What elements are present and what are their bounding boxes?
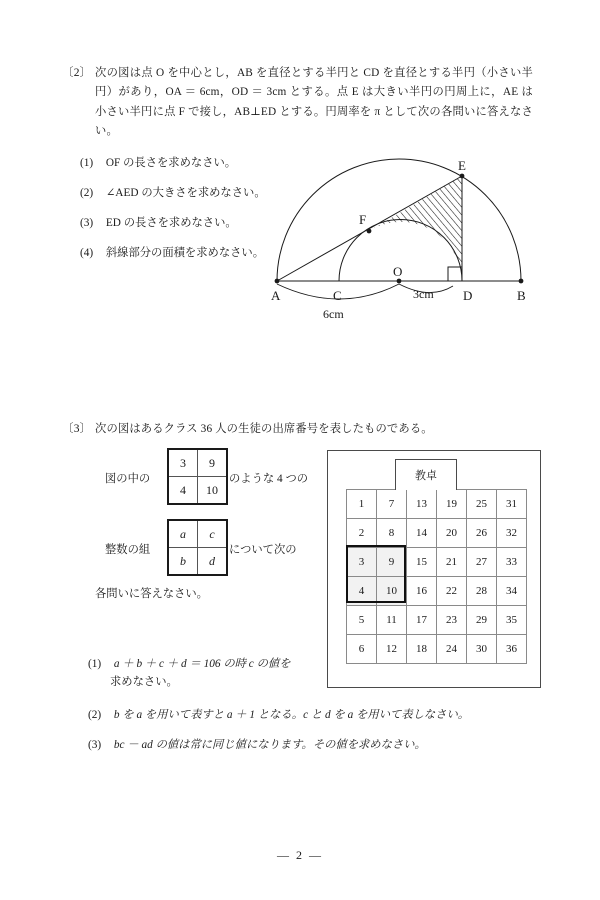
seat-cell-24: 24	[437, 635, 467, 664]
problem3-question-1-label: (1)	[88, 658, 102, 670]
seat-cell-29: 29	[467, 606, 497, 635]
problem2-question-4-label: (4)	[80, 247, 94, 259]
label-3cm: 3cm	[413, 287, 434, 301]
problem3-question-3-label: (3)	[88, 739, 102, 751]
variable-cell-a: a	[168, 520, 198, 548]
seat-cell-33: 33	[497, 548, 527, 577]
problem3-number: 〔3〕	[62, 423, 92, 435]
seat-cell-20: 20	[437, 519, 467, 548]
problem3-question-1-continuation: 求めなさい。	[110, 676, 178, 688]
seat-cell-11: 11	[377, 606, 407, 635]
point-b	[519, 279, 524, 284]
problem2-question-3	[80, 214, 237, 232]
seat-cell-8: 8	[377, 519, 407, 548]
example-cell-d: 10	[198, 477, 228, 505]
problem3-statement: 次の図はあるクラス 36 人の生徒の出席番号を表したものである。	[95, 423, 433, 435]
seat-cell-9: 9	[377, 548, 407, 577]
seating-grid	[346, 489, 527, 664]
seat-cell-5: 5	[347, 606, 377, 635]
seat-cell-28: 28	[467, 577, 497, 606]
problem2-question-2	[80, 184, 266, 202]
example-cell-a: 3	[168, 449, 198, 477]
problem3-question-1-text: a ＋ b ＋ c ＋ d ＝ 106 の時 c の値を	[113, 658, 291, 670]
problem2-question-4-text: 斜線部分の面積を求めなさい。	[105, 247, 265, 259]
point-e	[460, 174, 465, 179]
seat-cell-12: 12	[377, 635, 407, 664]
point-o	[397, 279, 402, 284]
seat-cell-18: 18	[407, 635, 437, 664]
seat-cell-15: 15	[407, 548, 437, 577]
label-d: D	[463, 288, 473, 303]
seat-cell-22: 22	[437, 577, 467, 606]
seat-cell-34: 34	[497, 577, 527, 606]
problem3-question-3-text: bc － ad の値は常に同じ値になります。その値を求めなさい。	[113, 739, 426, 751]
example-cell-c: 9	[198, 449, 228, 477]
seat-cell-31: 31	[497, 490, 527, 519]
problem3-inline-text-before-variables: 整数の組	[105, 544, 151, 556]
seat-cell-27: 27	[467, 548, 497, 577]
label-e: E	[458, 158, 466, 173]
variable-cell-d: d	[198, 548, 228, 576]
label-f: F	[359, 212, 367, 227]
seat-cell-7: 7	[377, 490, 407, 519]
seat-cell-25: 25	[467, 490, 497, 519]
seating-chart	[327, 450, 541, 688]
problem2-statement: 次の図は点 O を中心とし，AB を直径とする半円と CD を直径とする半円（小さい半円）があり，OA ＝ 6cm，OD ＝ 3cm とする。点 E は大きい半円の円周上に，AE は小さい半円に点 F で接し，AB⊥ED とする。円周率を π として次の各問いに答えなさい。	[95, 67, 533, 138]
seat-cell-3: 3	[347, 548, 377, 577]
example-cell-b: 4	[168, 477, 198, 505]
seat-cell-16: 16	[407, 577, 437, 606]
label-b: B	[517, 288, 526, 303]
problem2-question-3-label: (3)	[80, 217, 94, 229]
problem2-question-4	[80, 244, 264, 262]
seat-cell-4: 4	[347, 577, 377, 606]
problem2-number: 〔2〕	[62, 67, 92, 79]
right-angle-mark	[448, 267, 462, 281]
seat-cell-10: 10	[377, 577, 407, 606]
seat-cell-6: 6	[347, 635, 377, 664]
label-6cm: 6cm	[323, 307, 344, 321]
seat-cell-1: 1	[347, 490, 377, 519]
shaded-region	[369, 176, 462, 281]
seat-cell-32: 32	[497, 519, 527, 548]
label-o: O	[393, 264, 403, 279]
problem3-inline-text-closing: 各問いに答えなさい。	[95, 588, 208, 600]
problem2-question-1	[80, 154, 236, 172]
variable-table	[167, 519, 228, 576]
seat-cell-21: 21	[437, 548, 467, 577]
seat-cell-35: 35	[497, 606, 527, 635]
seating-row	[347, 519, 527, 548]
problem3-question-1	[88, 655, 291, 673]
problem2-question-1-label: (1)	[80, 157, 94, 169]
page-footer: — 2 —	[277, 848, 323, 862]
seating-row	[347, 548, 527, 577]
teacher-desk-box: 教卓	[395, 459, 457, 490]
variable-cell-c: c	[198, 520, 228, 548]
seating-row	[347, 490, 527, 519]
problem2-question-1-text: OF の長さを求めなさい。	[105, 157, 237, 169]
seat-cell-19: 19	[437, 490, 467, 519]
seat-cell-23: 23	[437, 606, 467, 635]
example-number-table	[167, 448, 228, 505]
problem3-question-2-label: (2)	[88, 709, 102, 721]
problem2-question-3-text: ED の長さを求めなさい。	[105, 217, 237, 229]
semicircle-figure	[255, 148, 545, 323]
problem2-question-2-label: (2)	[80, 187, 94, 199]
seating-row	[347, 606, 527, 635]
problem3-inline-text-after-example: のような 4 つの	[229, 473, 309, 485]
label-c: C	[333, 288, 342, 303]
seat-cell-30: 30	[467, 635, 497, 664]
problem2-question-2-text: ∠AED の大きさを求めなさい。	[105, 187, 266, 199]
seat-cell-26: 26	[467, 519, 497, 548]
seat-cell-2: 2	[347, 519, 377, 548]
variable-cell-b: b	[168, 548, 198, 576]
point-a	[275, 279, 280, 284]
point-f	[367, 229, 372, 234]
problem3-question-2-text: b を a を用いて表すと a ＋ 1 となる。c と d を a を用いて表しなさい。	[113, 709, 470, 721]
problem3-question-2	[88, 706, 469, 724]
seating-row	[347, 635, 527, 664]
seat-cell-36: 36	[497, 635, 527, 664]
problem3-question-3	[88, 736, 426, 754]
label-a: A	[271, 288, 281, 303]
seating-row	[347, 577, 527, 606]
seat-cell-14: 14	[407, 519, 437, 548]
problem3-inline-text-before-example: 図の中の	[105, 473, 151, 485]
seat-cell-13: 13	[407, 490, 437, 519]
problem3-inline-text-after-variables: について次の	[229, 544, 297, 556]
seat-cell-17: 17	[407, 606, 437, 635]
